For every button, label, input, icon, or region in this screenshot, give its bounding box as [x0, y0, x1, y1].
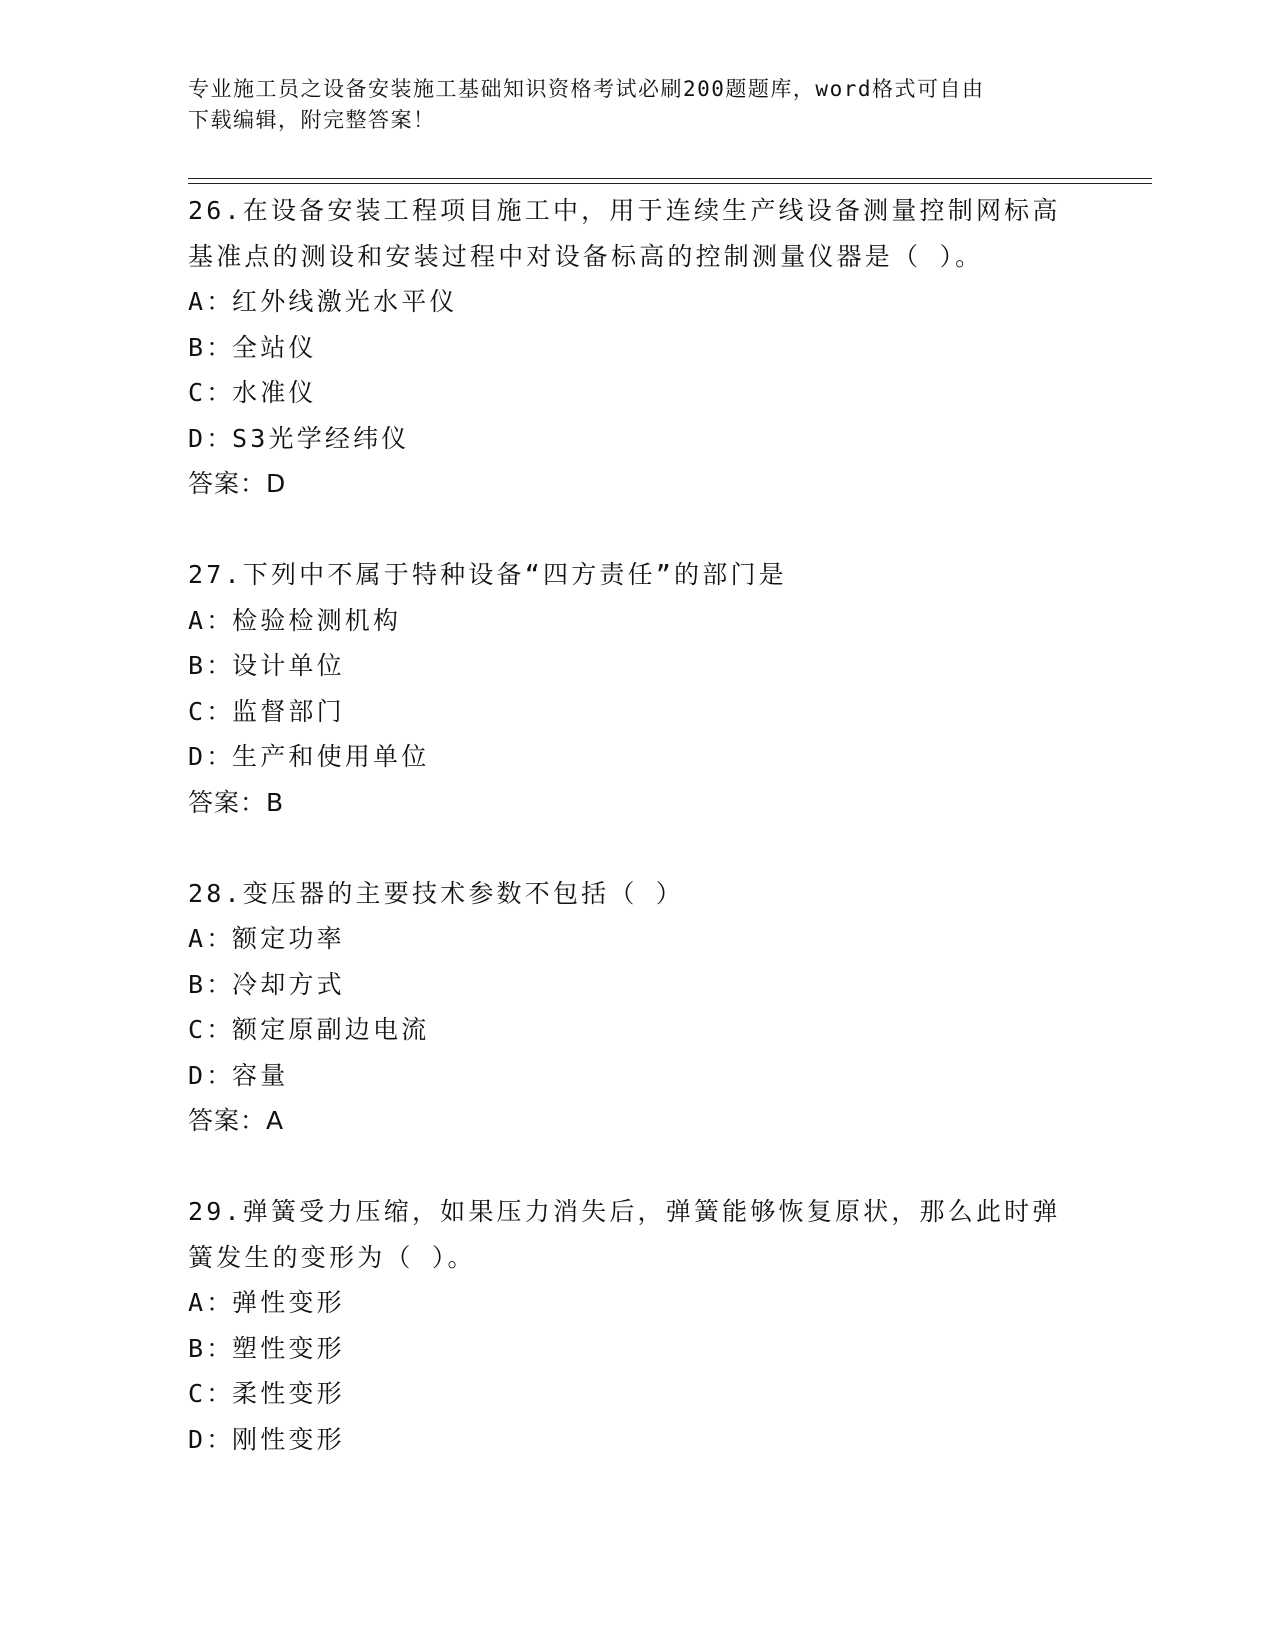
question-list [188, 188, 1088, 1508]
option-text: 设计单位 [232, 651, 345, 680]
option-key: B： [188, 332, 235, 362]
option-row [188, 1053, 1088, 1099]
option-key: D： [188, 1424, 235, 1454]
option-text: 监督部门 [232, 696, 345, 726]
option-text: 检验检测机构 [232, 605, 402, 635]
option-text: 额定功率 [232, 924, 345, 953]
option-row [188, 416, 1088, 462]
option-row [188, 962, 1088, 1008]
question-block [188, 188, 1088, 507]
option-text: 刚性变形 [232, 1424, 345, 1454]
question-text-line: 26.在设备安装工程项目施工中，用于连续生产线设备测量控制网标高 [188, 196, 1061, 225]
option-row [188, 643, 1088, 689]
question-text-line: 29.弹簧受力压缩，如果压力消失后，弹簧能够恢复原状，那么此时弹 [188, 1197, 1061, 1226]
option-text: S3光学经纬仪 [232, 423, 410, 453]
question-block [188, 871, 1088, 1144]
option-key: B： [188, 651, 235, 680]
option-key: D： [188, 742, 235, 771]
option-text: 水准仪 [232, 378, 317, 407]
option-row [188, 1280, 1088, 1326]
option-row [188, 734, 1088, 780]
option-row [188, 325, 1088, 371]
option-key: A： [188, 1288, 235, 1317]
question-text-line: 基准点的测设和安装过程中对设备标高的控制测量仪器是（ ）。 [188, 241, 984, 271]
option-key: C： [188, 696, 235, 726]
question-text-line: 27.下列中不属于特种设备“四方责任”的部门是 [188, 560, 787, 589]
option-key: A： [188, 287, 235, 316]
option-key: D： [188, 1060, 235, 1090]
option-row [188, 370, 1088, 416]
question-block [188, 1189, 1088, 1462]
option-key: D： [188, 423, 235, 453]
answer-line: 答案：B [188, 787, 285, 817]
option-row [188, 598, 1088, 644]
header-divider-top [188, 178, 1152, 179]
option-text: 全站仪 [232, 332, 317, 362]
option-key: B： [188, 969, 235, 999]
option-text: 生产和使用单位 [232, 742, 430, 771]
option-text: 柔性变形 [232, 1379, 345, 1408]
option-row [188, 1417, 1088, 1463]
question-block [188, 552, 1088, 825]
option-text: 塑性变形 [232, 1333, 345, 1363]
option-text: 容量 [232, 1060, 289, 1090]
answer-line: 答案：D [188, 469, 287, 498]
answer-line: 答案：A [188, 1106, 285, 1135]
option-key: C： [188, 1379, 235, 1408]
option-row [188, 1371, 1088, 1417]
document-header [188, 74, 1068, 136]
option-row [188, 279, 1088, 325]
option-row [188, 1007, 1088, 1053]
option-key: B： [188, 1333, 235, 1363]
option-text: 冷却方式 [232, 969, 345, 999]
option-row [188, 916, 1088, 962]
option-text: 额定原副边电流 [232, 1015, 430, 1044]
option-text: 弹性变形 [232, 1288, 345, 1317]
option-key: A： [188, 605, 235, 635]
header-line-2: 下载编辑，附完整答案！ [188, 108, 436, 132]
option-key: C： [188, 1015, 235, 1044]
question-text-line: 簧发生的变形为（ ）。 [188, 1242, 476, 1272]
option-text: 红外线激光水平仪 [232, 287, 458, 316]
question-text-line: 28.变压器的主要技术参数不包括（ ） [188, 878, 685, 908]
option-key: A： [188, 924, 235, 953]
option-row [188, 689, 1088, 735]
header-divider-bottom [188, 183, 1152, 184]
option-row [188, 1326, 1088, 1372]
option-key: C： [188, 378, 235, 407]
header-line-1: 专业施工员之设备安装施工基础知识资格考试必刷200题题库，word格式可自由 [188, 77, 985, 101]
